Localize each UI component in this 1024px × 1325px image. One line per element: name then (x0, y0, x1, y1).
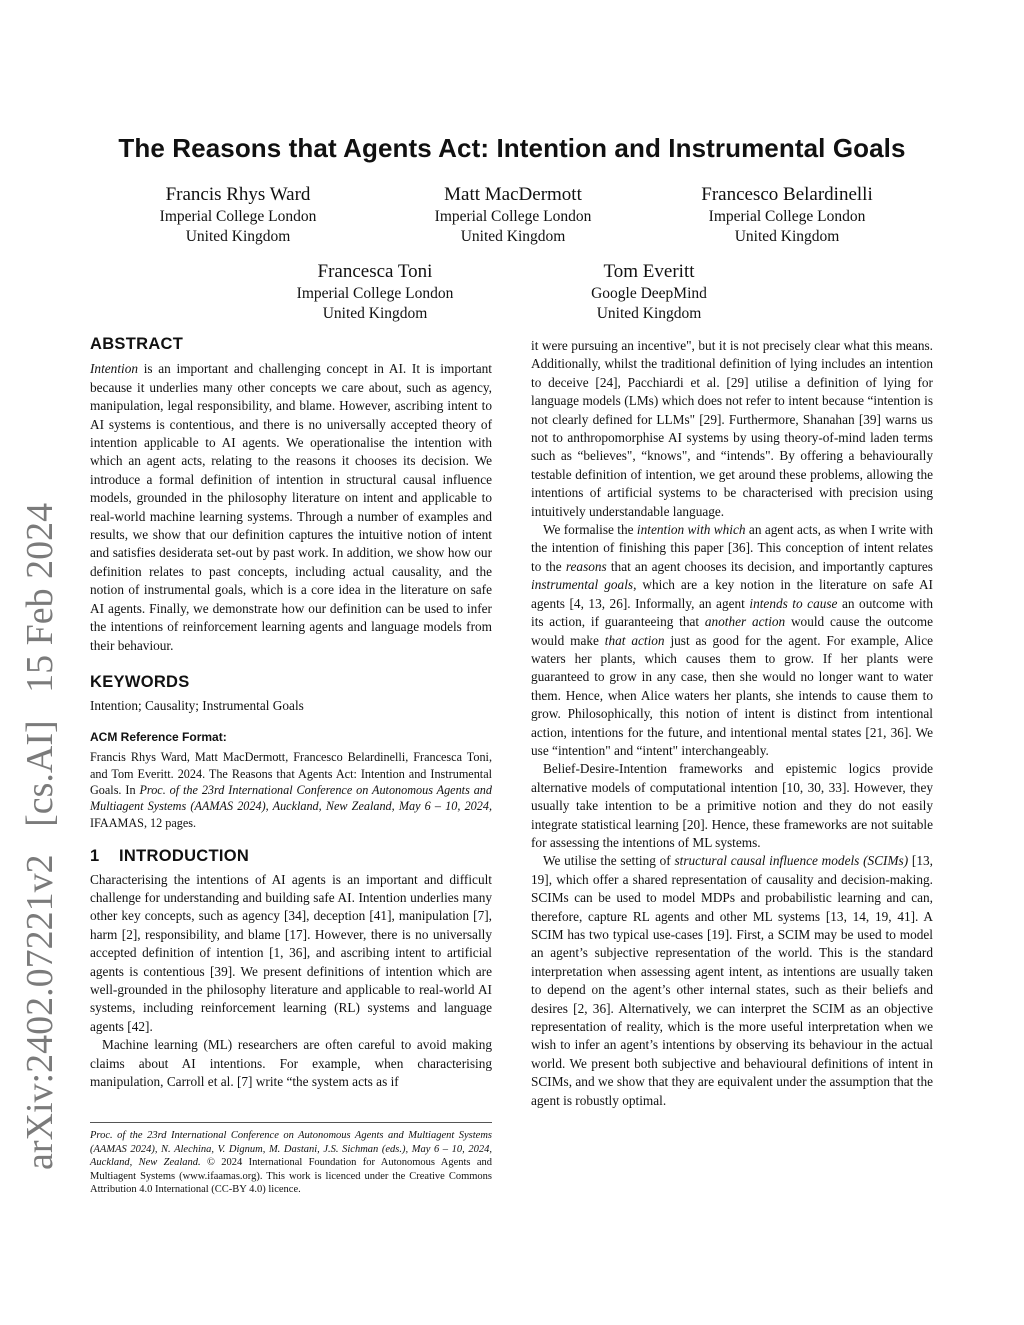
abstract-text: Intention is an important and challenging concept in AI. It is important because it underlies many other concepts we care about, such as agency, manipulation, legal responsibility, and blame. However, ascribing intent to AI systems is contentious, and there is no universally accepted theory of intention applicable to AI agents. We operationalise the intention with which an agent acts, relating to the reasons it chooses its decision. We introduce a formal definition of intention in structural causal influence models, grounded in the philosophy literature on intent and applicable to real-world machine learning systems. Through a number of examples and results, we show that our definition captures the intuitive notion of intent and satisfies desiderata set-out by past work. In addition, we show how our definition relates to past concepts, including actual causality, and the notion of instrumental goals, which is a core idea in the literature on safe AI agents. Finally, we demonstrate how our definition can be used to infer the intentions of reinforcement learning agents and language models from their behaviour. (90, 361, 492, 653)
author-name: Francesca Toni (317, 261, 433, 282)
author-affiliation: Imperial College London (296, 285, 454, 302)
body-paragraph: Belief-Desire-Intention frameworks and epistemic logics provide alternative models of computational intention [10, 30, 33]. However, they usually take intention to be a primitive notion and they do not easily integrate statistical learning [20]. Hence, these frameworks are not suitable for assessing the intentions of ML systems. (531, 761, 933, 850)
acm-reference-heading: ACM Reference Format: (90, 729, 227, 744)
body-paragraph: We utilise the setting of structural causal influence models (SCIMs) [13, 19], which offer a shared representation of causality and decision-making. SCIMs can be used to model MDPs and probabilistic learning and can, therefore, capture RL agents and other ML systems [13, 14, 19, 41]. A SCIM has two typical use-cases [19]. First, a SCIM may be used to model an agent’s subjective representation of the world. This is the standard interpretation when assessing agent intent, as intentions are usually taken to depend on the agent’s other internal states, such as their beliefs and desires [2, 36]. Alternatively, we can interpret the SCIM as an objective representation of reality, which is the more useful interpretation when we wish to infer an agent’s intentions by observing its behaviour in the actual world. We present both subjective and behavioural definitions of intent in SCIMs, and we show that they are equivalent under the assumption that the agent is robustly optimal. (531, 853, 933, 1108)
arxiv-id: arXiv:2402.07221v2 (19, 854, 61, 1170)
author-country: United Kingdom (734, 228, 840, 245)
author-affiliation: Google DeepMind (591, 285, 707, 302)
copyright-footnote: Proc. of the 23rd International Conference on Autonomous Agents and Multiagent Systems (AAMAS 2024), N. Alechina, V. Dignum, M. Dastani, J.S. Sichman (eds.), May 6 – 10, 2024, Auckland, New Zealand. © 2024 International Foundation for Autonomous Agents and Multiagent Systems (www.ifaamas.org). This work is licenced under the Creative Commons Attribution 4.0 International (CC-BY 4.0) licence. (90, 1122, 492, 1197)
author-country: United Kingdom (460, 228, 566, 245)
arxiv-sidebar (14, 290, 66, 1170)
keywords-text: Intention; Causality; Instrumental Goals (90, 698, 304, 714)
author-block (499, 260, 799, 324)
author-name: Matt MacDermott (444, 184, 582, 205)
body-paragraph: We formalise the intention with which an agent acts, as when I write with the intention of finishing this paper [36]. This conception of intent relates to the reasons that an agent chooses its decision, and importantly captures instrumental goals, which are a key notion in the literature on safe AI agents [4, 13, 26]. Informally, an agent intends to cause an outcome with its action, if guaranteeing that another action would cause the outcome would make that action just as good for the agent. For example, Alice waters her plants, which causes them to grow. If her plants were guaranteed to grow in any case, then she would no longer want to water them. Hence, when Alice waters her plants, she intends to cause them to grow. Philosophically, this notion of intent is distinct from intentional action, intentions for the future, and intentional mental states [21, 36]. We use “intention" and “intent" interchangeably. (531, 522, 934, 758)
author-country: United Kingdom (596, 305, 702, 322)
author-name: Francesco Belardinelli (701, 184, 873, 205)
author-country: United Kingdom (322, 305, 428, 322)
author-block (225, 260, 525, 324)
left-column (90, 335, 492, 1091)
abstract-heading: ABSTRACT (90, 335, 184, 353)
body-paragraph: it were pursuing an incentive", but it is not precisely clear what this means. Additionally, whilst the traditional definition of lying includes an intention to deceive [24], Pacchiardi et al. [29] utilise a definition of lying for language models (LMs) which does not refer to intent because “intention is not clearly defined for LLMs" [29]. Furthermore, Shanahan [39] warns us not to anthropomorphise AI systems by using theory-of-mind laden terms such as “believes", “knows", and “intends". By offering a behaviourally testable definition of intention, we get around these problems, allowing the intentions of artificial systems to be characterised with precision using intuitively understandable language. (531, 338, 933, 519)
arxiv-category: [cs.AI] (19, 720, 61, 827)
author-affiliation: Imperial College London (434, 208, 592, 225)
intro-paragraph: Machine learning (ML) researchers are often careful to avoid making claims about AI intentions. For example, when characterising manipulation, Carroll et al. [7] write “the system acts as if (90, 1037, 492, 1090)
abstract-lead-word: Intention (90, 361, 139, 377)
keywords-heading: KEYWORDS (90, 672, 190, 691)
author-affiliation: Imperial College London (708, 208, 866, 225)
paper-title: The Reasons that Agents Act: Intention and Instrumental Goals (118, 133, 906, 163)
intro-paragraph: Characterising the intentions of AI agents is an important and difficult challenge for understanding and building safe AI. Intention underlies many other key concepts, such as agency [34], deception [41], manipulation [7], harm [2], responsibility, and blame [17]. However, there is no universally accepted definition of intention [1, 36], and ascribing intent to artificial agents is contentious [39]. We present definitions of intention which are well-grounded in the philosophy literature and applicable to real-world AI systems, including reinforcement learning (RL) systems and language agents [42]. (90, 871, 492, 1034)
author-country: United Kingdom (185, 228, 291, 245)
author-block (88, 183, 388, 247)
author-block (363, 183, 663, 247)
introduction-heading: 1 INTRODUCTION (90, 847, 250, 866)
author-name: Tom Everitt (603, 261, 695, 282)
author-block (637, 183, 937, 247)
author-affiliation: Imperial College London (159, 208, 317, 225)
arxiv-date: 15 Feb 2024 (19, 502, 61, 693)
acm-reference-text: Francis Rhys Ward, Matt MacDermott, Francesco Belardinelli, Francesca Toni, and Tom Everitt. 2024. The Reasons that Agents Act: Intention and Instrumental Goals. In Proc. of the 23rd International Conference on Autonomous Agents and Multiagent Systems (AAMAS 2024), Auckland, New Zealand, May 6 – 10, 2024, IFAAMAS, 12 pages. (90, 750, 492, 830)
author-name: Francis Rhys Ward (165, 184, 311, 205)
right-column (531, 337, 933, 1110)
